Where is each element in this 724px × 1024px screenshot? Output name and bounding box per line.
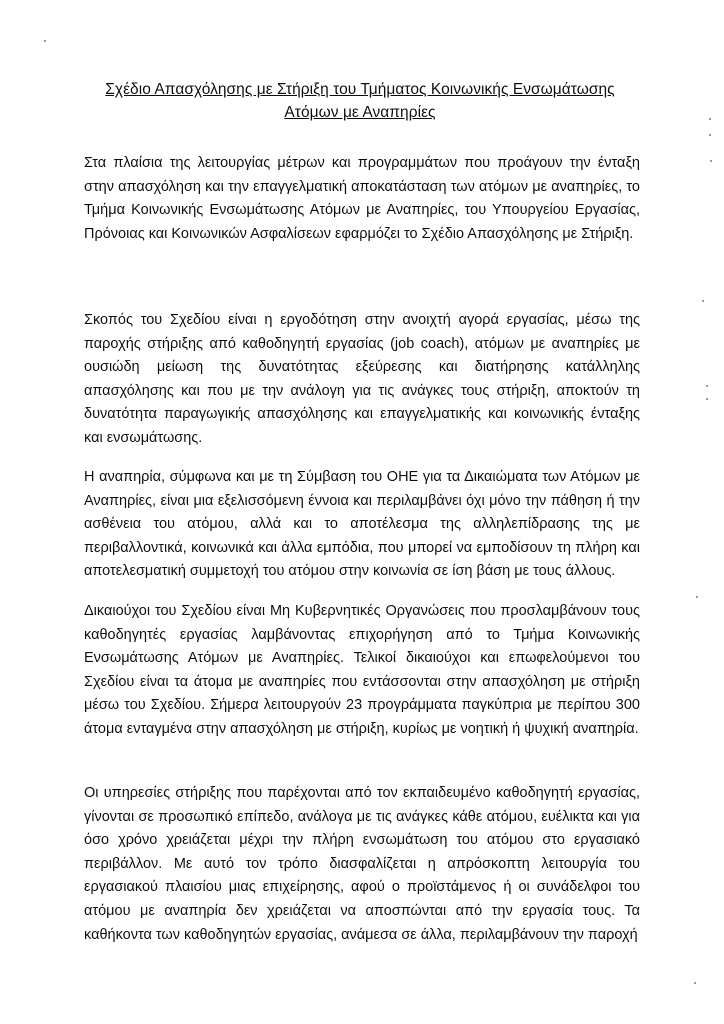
document-title — [60, 78, 660, 124]
scan-speck — [706, 398, 708, 400]
paragraph-purpose: Σκοπός του Σχεδίου είναι η εργοδότηση στην ανοιχτή αγορά εργασίας, μέσω της παροχής στήριξης από καθοδηγητή εργασίας (job coach), ατόμων με αναπηρίες με ουσιώδη μείωση της δυνατότητας εξεύρεσης και διατήρησης κατάλληλης απασχόλησης και που με την ανάλογη για τις ανάγκες τους στήριξη, αποκτούν τη δυνατότητα παραγωγικής απασχόλησης και επαγγελματικής και κοινωνικής ένταξης και ενσωμάτωσης. — [84, 312, 640, 446]
scan-speck — [709, 134, 711, 136]
title-line-1: Σχέδιο Απασχόλησης με Στήριξη του Τμήματος Κοινωνικής Ενσωμάτωσης — [105, 81, 615, 98]
scan-speck — [702, 300, 704, 302]
scan-speck — [709, 118, 711, 120]
scan-speck — [706, 385, 708, 387]
scan-speck — [710, 160, 712, 162]
title-line-2: Ατόμων με Αναπηρίες — [284, 104, 436, 121]
paragraph-beneficiaries: Δικαιούχοι του Σχεδίου είναι Μη Κυβερνητικές Οργανώσεις που προσλαμβάνουν τους καθοδηγητές εργασίας λαμβάνοντας επιχορήγηση από το Τμήμα Κοινωνικής Ενσωμάτωσης Ατόμων με Αναπηρίες. Τελικοί δικαιούχοι και επωφελούμενοι του Σχεδίου είναι τα άτομα με αναπηρίες που εντάσσονται στην απασχόληση με στήριξη μέσω του Σχεδίου. Σήμερα λειτουργούν 23 προγράμματα παγκύπρια με περίπου 300 άτομα ενταγμένα στην απασχόληση με στήριξη, κυρίως με νοητική ή ψυχική αναπηρία. — [84, 603, 640, 737]
scan-speck — [694, 982, 696, 984]
paragraph-introduction: Στα πλαίσια της λειτουργίας μέτρων και προγραμμάτων που προάγουν την ένταξη στην απασχόληση και την επαγγελματική αποκατάσταση των ατόμων με αναπηρίες, το Τμήμα Κοινωνικής Ενσωμάτωσης Ατόμων με Αναπηρίες, του Υπουργείου Εργασίας, Πρόνοιας και Κοινωνικών Ασφαλίσεων εφαρμόζει το Σχέδιο Απασχόλησης με Στήριξη. — [84, 155, 640, 242]
paragraph-disability-definition: Η αναπηρία, σύμφωνα και με τη Σύμβαση του ΟΗΕ για τα Δικαιώματα των Ατόμων με Αναπηρίες, είναι μια εξελισσόμενη έννοια και περιλαμβάνει όχι μόνο την πάθηση ή την ασθένεια του ατόμου, αλλά και το αποτέλεσμα της αλληλεπίδρασης της με περιβαλλοντικά, κοινωνικά και άλλα εμπόδια, που μπορεί να εμποδίσουν τη πλήρη και αποτελεσματική συμμετοχή του ατόμου στην κοινωνία σε ίση βάση με τους άλλους. — [84, 469, 640, 580]
scan-speck — [44, 40, 46, 42]
paragraph-support-services: Οι υπηρεσίες στήριξης που παρέχονται από τον εκπαιδευμένο καθοδηγητή εργασίας, γίνονται σε προσωπικό επίπεδο, ανάλογα με τις ανάγκες κάθε ατόμου, ευέλικτα και για όσο χρόνο χρειάζεται μέχρι την πλήρη ενσωμάτωση του ατόμου στο εργασιακό περιβάλλον. Με αυτό τον τρόπο διασφαλίζεται η απρόσκοπτη λειτουργία του εργασιακού πλαισίου μιας επιχείρησης, αφού ο προϊστάμενος ή οι συνάδελφοι του ατόμου με αναπηρία δεν χρειάζεται να αποσπώνται από την εργασία τους. Τα καθήκοντα των καθοδηγητών εργασίας, ανάμεσα σε άλλα, περιλαμβάνουν την παροχή — [84, 785, 640, 943]
scan-speck — [696, 596, 698, 598]
